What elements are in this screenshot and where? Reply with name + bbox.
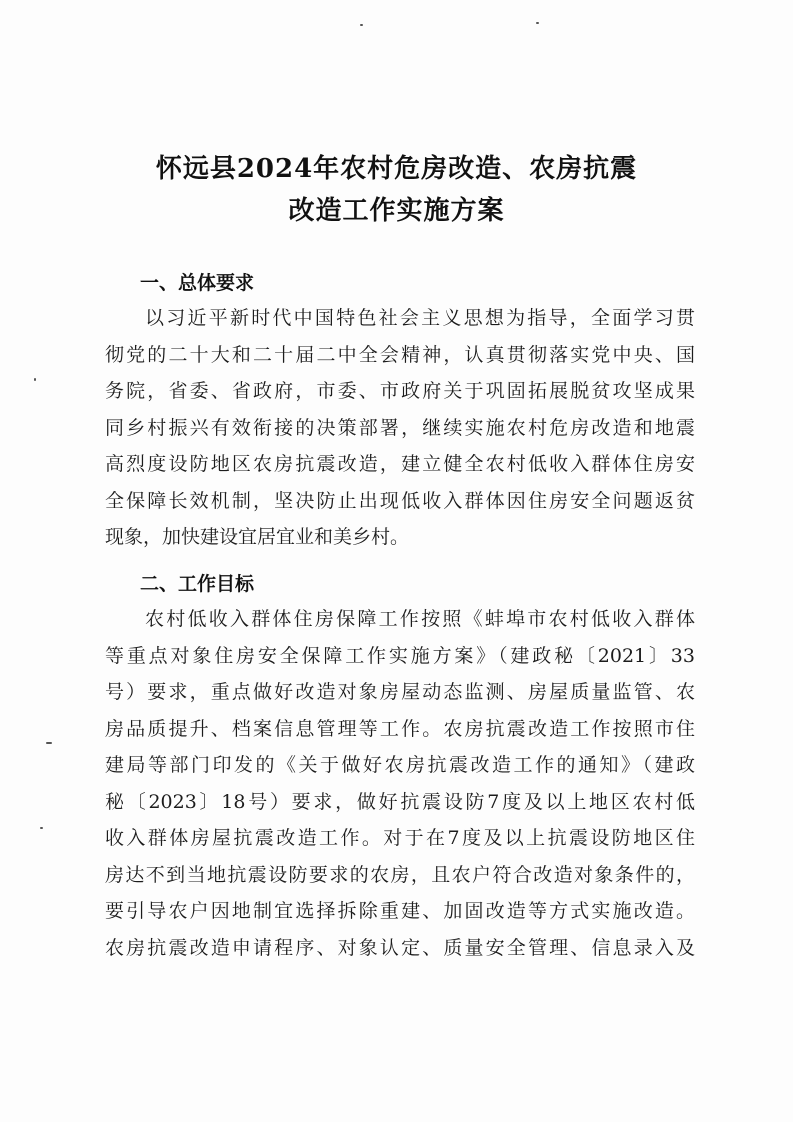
body-line: 要引导农户因地制宜选择拆除重建、加固改造等方式实施改造。 <box>105 900 695 922</box>
body-line: 现象，加快建设宜居宜业和美乡村。 <box>105 526 410 548</box>
body-line: 等重点对象住房安全保障工作实施方案》（建政秘〔2021〕33 <box>105 644 695 667</box>
body-line: 收入群体房屋抗震改造工作。对于在7度及以上抗震设防地区住 <box>105 827 695 849</box>
body-line: 同乡村振兴有效衔接的决策部署，继续实施农村危房改造和地震 <box>105 416 695 439</box>
body-line: 农房抗震改造申请程序、对象认定、质量安全管理、信息录入及 <box>105 936 695 959</box>
document-title-line-1: 怀远县2024年农村危房改造、农房抗震 <box>155 154 638 184</box>
section-heading-general-requirements: 一、总体要求 <box>140 272 255 294</box>
document-title-line-2: 改造工作实施方案 <box>288 196 505 226</box>
scan-speck <box>360 24 363 26</box>
body-line: 以习近平新时代中国特色社会主义思想为指导，全面学习贯 <box>145 307 695 329</box>
body-line: 农村低收入群体住房保障工作按照《蚌埠市农村低收入群体 <box>145 608 695 630</box>
body-line: 高烈度设防地区农房抗震改造，建立健全农村低收入群体住房安 <box>105 453 695 475</box>
body-line: 建局等部门印发的《关于做好农房抗震改造工作的通知》（建政 <box>105 754 695 776</box>
body-line: 彻党的二十大和二十届二中全会精神，认真贯彻落实党中央、国 <box>105 343 695 366</box>
section-body-work-goals <box>105 601 695 966</box>
section-body-general-requirements <box>105 300 695 556</box>
body-line: 号）要求，重点做好改造对象房屋动态监测、房屋质量监管、农 <box>105 681 695 703</box>
scan-speck <box>536 22 539 24</box>
scan-speck <box>46 742 52 744</box>
section-heading-work-goals: 二、工作目标 <box>140 573 255 595</box>
body-line: 房达不到当地抗震设防要求的农房，且农户符合改造对象条件的， <box>105 863 695 886</box>
body-line: 务院，省委、省政府，市委、市政府关于巩固拓展脱贫攻坚成果 <box>105 380 695 402</box>
body-line: 房品质提升、档案信息管理等工作。农房抗震改造工作按照市住 <box>105 717 695 740</box>
body-line: 全保障长效机制，坚决防止出现低收入群体因住房安全问题返贫 <box>105 489 695 512</box>
body-line: 秘〔2023〕18号）要求，做好抗震设防7度及以上地区农村低 <box>105 790 695 813</box>
scan-speck <box>34 378 36 381</box>
scan-speck <box>40 827 43 829</box>
